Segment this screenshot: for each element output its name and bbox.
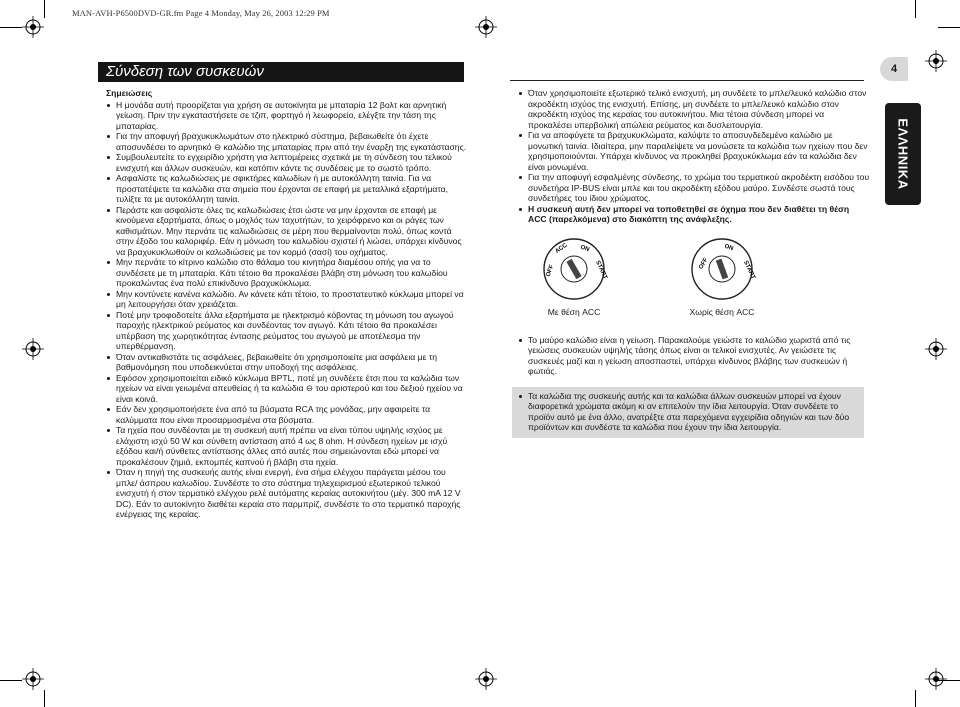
ignition-figure — [518, 237, 870, 335]
list-item: Για να αποφύγετε τα βραχυκυκλώματα, καλύψτε το αποσυνδεδεμένο καλώδιο με μονωτική ταινία. Ιδιαίτερα, μην παραλείψετε να μονώσετε τα καλώδια των ηχείων που δεν χρησιμοποιούνται. Υπάρχει κίνδυνος να προκληθεί βραχυκύκλωμα εάν τα καλώδια δεν είναι μονωμένα. — [518, 130, 870, 172]
registration-mark-icon — [925, 50, 947, 72]
list-item: Για την αποφυγή εσφαλμένης σύνδεσης, το χρώμα του τερματικού ακροδέκτη εισόδου του συνδετήρα IP-BUS είναι μπλε και του ακροδέκτη εξόδου μαύρο. Συνδέστε σωστά τους συνδετήρες του ίδιου χρώματος. — [518, 172, 870, 204]
registration-mark-icon — [925, 668, 947, 690]
with-acc-caption: Με θέση ACC — [547, 306, 601, 317]
list-item: Ποτέ μην τροφοδοτείτε άλλα εξαρτήματα με ηλεκτρισμό κόβοντας τη μόνωση του αγωγού παροχής ηλεκτρικού ρεύματος και συνδέοντας τον αγωγό. Κάτι τέτοιο θα προκαλέσει υπέρβαση της χωρητικότητας έντασης ρεύματος του αγωγού με αποτέλεσμα την υπερθέρμανση. — [106, 310, 468, 352]
key-label-acc: ACC — [554, 242, 569, 255]
crop-mark — [44, 0, 45, 18]
list-item: Όταν η πηγή της συσκευής αυτής είναι ενεργή, ένα σήμα ελέγχου παράγεται μέσου του μπλε/ άσπρου καλωδίου. Συνδέστε το στο σύστημα τηλεχειρισμού εξωτερικού τελικού ενισχυτή ή στον τερματικό ελέγχου ρελέ αυτόματης κεραίας αυτοκινήτου (μέγ. 300 mA 12 V DC). Εάν το αυτοκίνητο διαθέτει κεραία στο παρμπρίζ, συνδέστε το στο τερματικό παροχής ενέργειας της κεραίας. — [106, 467, 468, 520]
shaded-list — [518, 391, 858, 433]
without-acc-caption: Χωρίς θέση ACC — [689, 306, 755, 317]
list-item: Όταν αντικαθιστάτε τις ασφάλειες, βεβαιωθείτε ότι χρησιμοποιείτε μια ασφάλεια με τη βαθμονόμηση που υποδεικνύεται στην υποδοχή της ασφάλειας. — [106, 352, 468, 373]
file-header: MAN-AVH-P6500DVD-GR.fm Page 4 Monday, May 26, 2003 12:29 PM — [72, 8, 330, 18]
registration-mark-icon — [925, 338, 947, 360]
notes-heading: Σημειώσεις — [106, 88, 153, 98]
registration-mark-icon — [22, 338, 44, 360]
list-item: Όταν χρησιμοποιείτε εξωτερικό τελικό ενισχυτή, μη συνδέετε το μπλε/λευκό καλώδιο στον ακροδέκτη ισχύος της ενισχυτή. Επίσης, μη συνδέετε το μπλε/λευκό καλώδιο στον ακροδέκτη ισχύος της κεραίας του αυτοκινήτου. Μια τέτοια σύνδεση μπορεί να προκαλέσει υπερβολική απώλεια ρεύματος και δυσλειτουργία. — [518, 88, 870, 130]
key-label-start: START — [594, 259, 608, 280]
key-label-off: OFF — [545, 263, 556, 278]
section-title: Σύνδεση των συσκευών — [98, 62, 464, 82]
header-rule — [510, 80, 864, 81]
crop-mark — [938, 27, 960, 28]
ignition-without-acc-icon — [690, 237, 754, 301]
ignition-with-acc-icon — [542, 237, 606, 301]
list-item: Εφόσον χρησιμοποιείται ειδικό κύκλωμα BPTL, ποτέ μη συνδέετε έτσι που τα καλώδια των ηχείων να είναι γειωμένα απευθείας ή τα καλώδια ⊖ του αριστερού και του δεξιού ηχείου να είναι κοινά. — [106, 373, 468, 405]
list-item: Συμβουλευτείτε το εγχειρίδιο χρήστη για λεπτομέρειες σχετικά με τη σύνδεση του τελικού ενισχυτή και άλλων συσκευών, και κατόπιν κάντε τις συνδέσεις με το σωστό τρόπο. — [106, 152, 468, 173]
notes-list-right — [518, 88, 870, 225]
left-column — [106, 88, 468, 520]
language-tab-label: ΕΛΛΗΝΙΚΑ — [895, 118, 911, 190]
list-item: Ασφαλίστε τις καλωδιώσεις με σφικτήρες καλωδίων ή με αυτοκόλλητη ταινία. Για να προστατέψετε τα καλώδια στα σημεία που έρχονται σε επαφή με μεταλλικά εξαρτήματα, τυλίξτε τα με αυτοκόλλητη ταινία. — [106, 173, 468, 205]
list-item: Τα ηχεία που συνδέονται με τη συσκευή αυτή πρέπει να είναι τύπου υψηλής ισχύος με ελάχιστη ισχύ 50 W και σύνθετη αντίσταση από 4 ως 8 ohm. Η σύνδεση ηχείων με ισχύ εξόδου και/ή σύνθετες αντίστασης άλλες από αυτές που σημειώνονται εδώ μπορεί να προκαλέσουν ζημιά, εκπομπές καπνού ή βλάβη στα ηχεία. — [106, 425, 468, 467]
registration-mark-icon — [22, 668, 44, 690]
page-number: 4 — [880, 57, 908, 81]
shaded-note-box — [512, 387, 864, 438]
crop-mark — [44, 690, 45, 707]
list-item: Η μονάδα αυτή προορίζεται για χρήση σε αυτοκίνητα με μπαταρία 12 βολτ και αρνητική γείωση. Πριν την εγκαταστήσετε σε τζιπ, φορτηγό ή λεωφορείο, ελέγξτε την τάση της μπαταρίας. — [106, 100, 468, 132]
crop-mark — [915, 690, 916, 707]
notes-list-ground — [518, 335, 870, 377]
crop-mark — [915, 0, 916, 18]
key-label-on: ON — [723, 243, 734, 252]
list-item: Εάν δεν χρησιμοποιήσετε ένα από τα βύσματα RCA της μονάδας, μην αφαιρείτε τα καλύμματα που είναι προσαρμοσμένα στα βύσματα. — [106, 404, 468, 425]
list-item: Το μαύρο καλώδιο είναι η γείωση. Παρακαλούμε γειώστε το καλώδιο χωριστά από τις γειώσεις συσκευών υψηλής τάσης όπως είναι οι τελικοί ενισχυτές. Αν γειώσετε τις συσκευές μαζί και η γείωση αποσπαστεί, υπάρχει κίνδυνος βλάβης των συσκευών ή φωτιάς. — [518, 335, 870, 377]
list-item: Περάστε και ασφαλίστε όλες τις καλωδιώσεις έτσι ώστε να μην έρχονται σε επαφή με κινούμενα εξαρτήματα, όπως ο μοχλός των ταχυτήτων, το χειρόφρενο και οι ράγες των καθισμάτων. Μην περνάτε τις καλωδιώσεις σε μέρη που θερμαίνονται πολύ, όπως κοντά στην έξοδο του καλοριφέρ. Εάν η μόνωση του καλωδίου σχιστεί ή λιώσει, υπάρχει κίνδυνος να βραχυκυκλωθούν οι καλωδιώσεις με τον κορμό (σασί) του οχήματος. — [106, 205, 468, 258]
language-tab — [885, 103, 921, 205]
key-label-off: OFF — [698, 256, 710, 270]
list-item: Μην κοντύνετε κανένα καλώδιο. Αν κάνετε κάτι τέτοιο, το προστατευτικό κύκλωμα μπορεί να μη λειτουργήσει όταν χρειάζεται. — [106, 289, 468, 310]
list-item: Τα καλώδια της συσκευής αυτής και τα καλώδια άλλων συσκευών μπορεί να έχουν διαφορετικά χρώματα ακόμη κι αν επιτελούν την ίδια λειτουργία. Όταν συνδέετε το προϊόν αυτό με ένα άλλο, ανατρέξτε στα παρεχόμενα εγχειρίδια οδηγιών και των δύο προϊόντων και συνδέστε τα καλώδια που έχουν την ίδια λειτουργία. — [518, 391, 858, 433]
key-label-on: ON — [579, 244, 590, 253]
list-item: Για την αποφυγή βραχυκυκλωμάτων στο ηλεκτρικό σύστημα, βεβαιωθείτε ότι έχετε αποσυνδέσει το αρνητικό ⊖ καλώδιο της μπαταρίας πριν από την έναρξη της εγκατάστασης. — [106, 131, 468, 152]
registration-mark-icon — [22, 16, 44, 38]
right-column — [518, 88, 870, 438]
list-item: Μην περνάτε το κίτρινο καλώδιο στο θάλαμο του κινητήρα διαμέσου οπής για να το συνδέσετε με τη μπαταρία. Κάτι τέτοιο θα προκαλέσει βλάβη στη μόνωση του καλωδίου προκαλώντας ένα πολύ επικίνδυνο βραχυκύκλωμα. — [106, 257, 468, 289]
registration-mark-icon — [475, 668, 497, 690]
list-item-warning: Η συσκευή αυτή δεν μπορεί να τοποθετηθεί σε όχημα που δεν διαθέτει τη θέση ACC (παρελκόμενα) στο διακόπτη της ανάφλεξης. — [518, 204, 870, 225]
crop-mark — [0, 27, 22, 28]
crop-mark — [0, 680, 22, 681]
registration-mark-icon — [475, 16, 497, 38]
key-label-start: START — [742, 259, 756, 280]
notes-list — [106, 100, 468, 520]
